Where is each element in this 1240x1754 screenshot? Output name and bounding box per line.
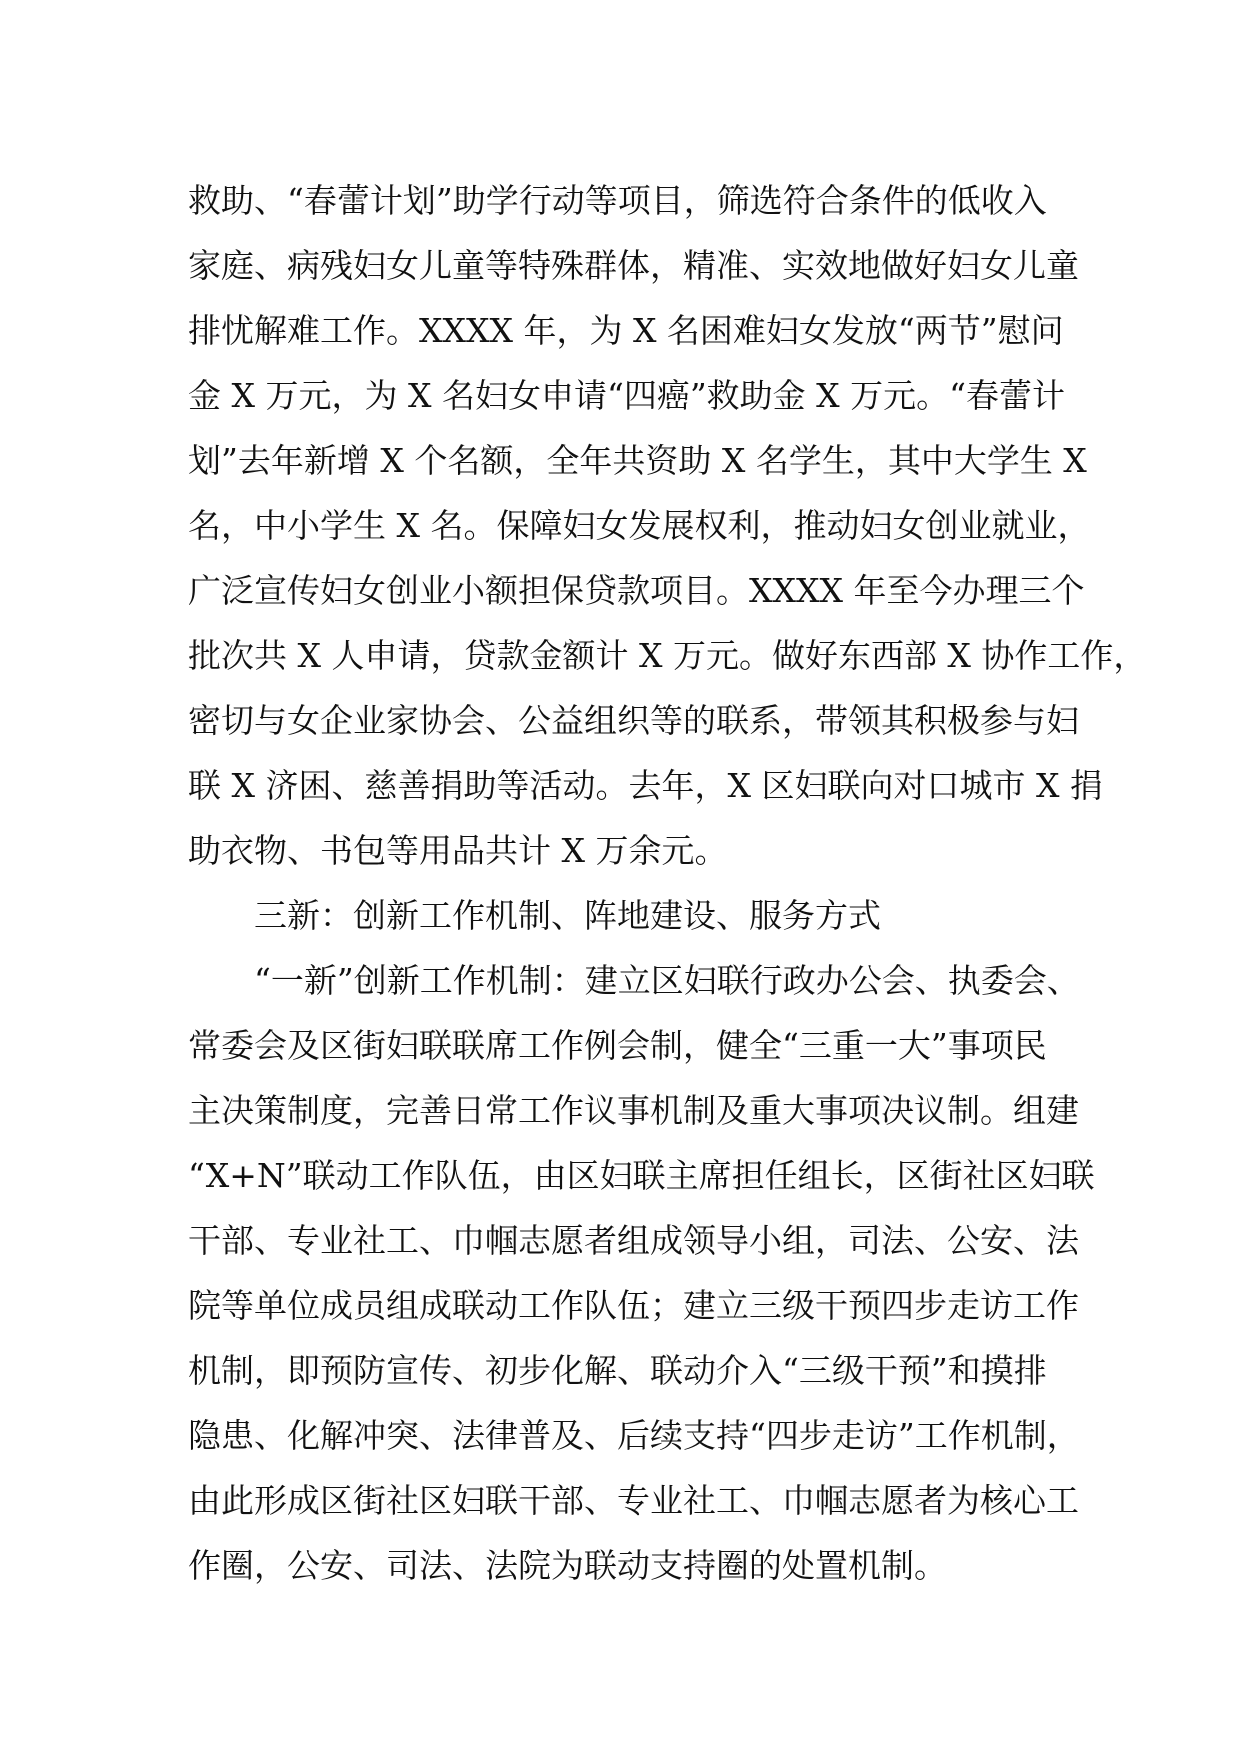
text-line: 院等单位成员组成联动工作队伍；建立三级干预四步走访工作 xyxy=(188,1286,1079,1325)
text-line: 密切与女企业家协会、公益组织等的联系，带领其积极参与妇 xyxy=(188,701,1079,740)
text-line: 助衣物、书包等用品共计 X 万余元。 xyxy=(188,831,728,870)
text-line: 联 X 济困、慈善捐助等活动。去年，X 区妇联向对口城市 X 捐 xyxy=(188,766,1103,805)
text-line: 干部、专业社工、巾帼志愿者组成领导小组，司法、公安、法 xyxy=(188,1221,1079,1260)
text-line: 批次共 X 人申请，贷款金额计 X 万元。做好东西部 X 协作工作， xyxy=(188,636,1147,675)
text-line: 金 X 万元，为 X 名妇女申请“四癌”救助金 X 万元。“春蕾计 xyxy=(188,376,1066,415)
document-body xyxy=(188,168,1147,1598)
text-line: 划”去年新增 X 个名额，全年共资助 X 名学生，其中大学生 X xyxy=(188,441,1087,480)
text-line: 常委会及区街妇联联席工作例会制，健全“三重一大”事项民 xyxy=(188,1026,1047,1065)
text-line: 隐患、化解冲突、法律普及、后续支持“四步走访”工作机制， xyxy=(188,1416,1080,1455)
text-line: 机制，即预防宣传、初步化解、联动介入“三级干预”和摸排 xyxy=(188,1351,1047,1390)
text-line: 救助、“春蕾计划”助学行动等项目，筛选符合条件的低收入 xyxy=(188,181,1047,220)
text-line: “一新”创新工作机制：建立区妇联行政办公会、执委会、 xyxy=(254,961,1080,1000)
text-line: “X+N”联动工作队伍，由区妇联主席担任组长，区街社区妇联 xyxy=(188,1156,1095,1195)
text-line: 广泛宣传妇女创业小额担保贷款项目。XXXX 年至今办理三个 xyxy=(188,571,1085,610)
text-line: 名，中小学生 X 名。保障妇女发展权利，推动妇女创业就业， xyxy=(188,506,1091,545)
text-line: 排忧解难工作。XXXX 年，为 X 名困难妇女发放“两节”慰问 xyxy=(188,311,1064,350)
text-line: 主决策制度，完善日常工作议事机制及重大事项决议制。组建 xyxy=(188,1091,1079,1130)
text-line: 作圈，公安、司法、法院为联动支持圈的处置机制。 xyxy=(188,1546,947,1585)
text-line: 由此形成区街社区妇联干部、专业社工、巾帼志愿者为核心工 xyxy=(188,1481,1079,1520)
text-line: 家庭、病残妇女儿童等特殊群体，精准、实效地做好妇女儿童 xyxy=(188,246,1079,285)
text-line: 三新：创新工作机制、阵地建设、服务方式 xyxy=(254,896,881,935)
